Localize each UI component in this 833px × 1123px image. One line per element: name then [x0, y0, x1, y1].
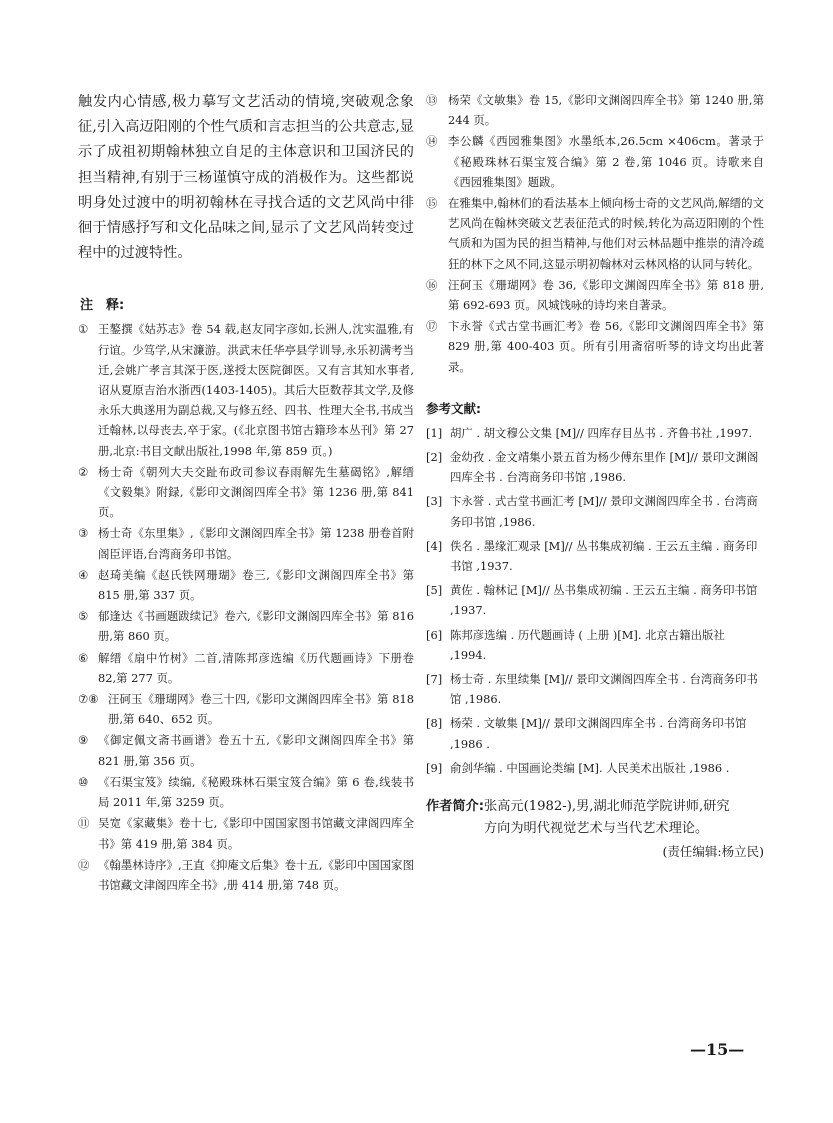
note-item — [78, 648, 414, 688]
note-text: 李公麟《西园雅集图》水墨纸本,26.5cm ×406cm。著录于《秘殿珠林石渠宝笈合编》第 2 卷,第 1046 页。诗歌来自《西园雅集图》题跋。 — [448, 134, 764, 189]
left-column — [78, 90, 414, 896]
reference-item — [426, 580, 764, 620]
reference-text: 卞永誉 . 式古堂书画汇考 [M]// 景印文渊阁四库全书 . 台湾商务印书馆 ,1986. — [450, 494, 758, 529]
note-text: 《翰墨林诗序》,王直《抑庵文后集》卷十五,《影印中国国家图书馆藏文津阁四库全书》,册 414 册,第 748 页。 — [98, 857, 414, 892]
note-item — [78, 855, 414, 895]
note-mark: ⑤ — [78, 609, 89, 624]
note-mark: ⑮ — [426, 196, 438, 211]
notes-list-left — [78, 319, 414, 895]
note-item — [426, 193, 764, 274]
reference-item — [426, 423, 764, 443]
note-item — [78, 689, 414, 729]
note-item — [78, 772, 414, 812]
note-text: 在雅集中,翰林们的看法基本上倾向杨士奇的文艺风尚,解缙的文艺风尚在翰林突破文艺表征范式的时候,转化为高迈阳刚的个性气质和为国为民的担当精神,与他们对云林品题中推崇的清冷疏狂的林下之风不同,这显示明初翰林对云林风格的认同与转化。 — [448, 196, 764, 271]
responsible-editor: (责任编辑:杨立民) — [662, 844, 764, 860]
reference-text: 黄佐 . 翰林记 [M]// 丛书集成初编 . 王云五主编 . 商务印书馆 ,1937. — [450, 583, 758, 618]
reference-number: [8] — [426, 716, 443, 731]
reference-number: [1] — [426, 425, 443, 440]
reference-text: 佚名 . 墨缘汇观录 [M]// 丛书集成初编 . 王云五主编 . 商务印书馆 ,1937. — [450, 538, 758, 574]
note-mark: ⑨ — [78, 733, 89, 748]
body-paragraph: 触发内心情感,极力摹写文艺活动的情境,突破观念象征,引入高迈阳刚的个性气质和言志担当的公共意志,显示了成祖初期翰林独立自足的主体意识和卫国济民的担当精神,有别于三杨谨慎守成的消极作为。这些都说明身处过渡中的明初翰林在寻找合适的文艺风尚中徘徊于情感抒写和文化品味之间,显示了文艺风尚转变过程中的过渡特性。 — [78, 94, 414, 262]
notes-heading: 注 释: — [80, 298, 125, 314]
note-text: 杨荣《文敏集》卷 15,《影印文渊阁四库全书》第 1240 册,第 244 页。 — [448, 93, 764, 128]
note-text: 吴宽《家藏集》卷十七,《影印中国国家图书馆藏文津阁四库全书》第 419 册,第 384 页。 — [98, 816, 414, 851]
note-mark: ⑩ — [78, 774, 89, 789]
reference-number: [4] — [426, 538, 443, 553]
reference-text: 杨士奇 . 东里续集 [M]// 景印文渊阁四库全书 . 台湾商务印书馆 ,1986. — [450, 672, 758, 707]
page-number: —15— — [690, 1040, 745, 1059]
references-heading: 参考文献: — [426, 400, 481, 416]
reference-text: 胡广 . 胡文穆公文集 [M]// 四库存目丛书 . 齐鲁书社 ,1997. — [450, 425, 753, 440]
note-mark: ⑫ — [78, 857, 90, 872]
note-item — [426, 316, 764, 377]
author-bio — [426, 796, 764, 840]
note-text: 解缙《扇中竹树》二首,清陈邦彦选编《历代题画诗》下册卷 82,第 277 页。 — [98, 650, 414, 685]
author-bio-line1: 张高元(1982-),男,湖北师范学院讲师,研究 — [484, 799, 730, 815]
reference-item — [426, 758, 764, 778]
reference-number: [2] — [426, 450, 443, 465]
note-text: 杨士奇《朝列大夫交趾布政司参议春雨解先生墓碣铭》,解缙《文毅集》附録,《影印文渊阁四库全书》第 1236 册,第 841 页。 — [98, 464, 414, 520]
note-mark: ⑯ — [426, 277, 438, 292]
author-bio-label: 作者简介: — [426, 799, 485, 815]
note-mark: ⑭ — [426, 134, 438, 149]
reference-text: 陈邦彦选编 . 历代题画诗 ( 上册 )[M]. 北京古籍出版社 ,1994. — [450, 627, 725, 662]
note-mark: ⑦⑧ — [78, 692, 99, 707]
note-item — [78, 319, 414, 460]
note-item — [78, 462, 414, 523]
note-mark: ① — [78, 322, 89, 337]
note-mark: ⑰ — [426, 319, 438, 334]
reference-number: [9] — [426, 760, 443, 775]
note-item — [78, 813, 414, 853]
note-text: 郁逢达《书画题跋续记》卷六,《影印文渊阁四库全书》第 816 册,第 860 页。 — [98, 609, 414, 644]
note-mark: ⑬ — [426, 93, 438, 107]
note-text: 杨士奇《东里集》,《影印文渊阁四库全书》第 1238 册卷首附阁臣评语,台湾商务印书馆。 — [98, 526, 414, 561]
reference-number: [7] — [426, 672, 443, 687]
reference-item — [426, 625, 764, 665]
reference-text: 金幼孜 . 金文靖集小景五首为杨少傅东里作 [M]// 景印文渊阁四库全书 . 台湾商务印书馆 ,1986. — [450, 450, 759, 485]
note-mark: ⑪ — [78, 816, 90, 831]
note-text: 王鏊撰《姑苏志》卷 54 载,赵友同字彦如,长洲人,沈实温雅,有行谊。少笃学,从宋濂游。洪武末任华亭县学训导,永乐初满考当迁,会姚广孝言其深于医,遂授太医院御医。又有言其知水事者,诏从夏原吉治水浙西(1403-1405)。其后大臣数荐其文学,及修永乐大典遂用为副总裁,又与修五经、四书、性理大全书,书成当迁翰林,以母丧去,卒于家。(《北京图书馆古籍珍本丛刊》第 27 册,北京:书目文献出版社,1998 年,第 859 页。) — [98, 322, 414, 458]
note-item — [78, 606, 414, 646]
note-mark: ④ — [78, 567, 89, 582]
note-item — [426, 131, 764, 192]
note-text: 赵琦美编《赵氏铁网珊瑚》卷三,《影印文渊阁四库全书》第 815 册,第 337 页。 — [98, 567, 414, 603]
note-item — [78, 523, 414, 563]
note-item — [78, 730, 414, 770]
note-text: 《石渠宝笈》续编,《秘殿珠林石渠宝笈合编》第 6 卷,线装书局 2011 年,第 3259 页。 — [98, 774, 414, 810]
note-mark: ⑥ — [78, 650, 89, 665]
note-item — [426, 90, 764, 130]
reference-item — [426, 669, 764, 709]
right-column — [426, 90, 764, 860]
reference-text: 俞剑华编 . 中国画论类编 [M]. 人民美术出版社 ,1986 . — [450, 760, 730, 775]
reference-item — [426, 536, 764, 576]
note-text: 《御定佩文斋书画谱》卷五十五,《影印文渊阁四库全书》第 821 册,第 356 页。 — [98, 733, 414, 768]
notes-list-right — [426, 90, 764, 377]
reference-item — [426, 491, 764, 531]
note-text: 汪砢玉《珊瑚网》卷 36,《影印文渊阁四库全书》第 818 册,第 692-693 页。风城饯咏的诗均来自著录。 — [448, 277, 764, 313]
note-text: 汪砢玉《珊瑚网》卷三十四,《影印文渊阁四库全书》第 818 册,第 640、652 页。 — [108, 692, 414, 727]
author-bio-line2: 方向为明代视觉艺术与当代艺术理论。 — [484, 821, 709, 837]
reference-number: [5] — [426, 583, 443, 598]
note-mark: ② — [78, 464, 89, 479]
reference-number: [3] — [426, 494, 443, 509]
note-item — [426, 275, 764, 315]
reference-text: 杨荣 . 文敏集 [M]// 景印文渊阁四库全书 . 台湾商务印书馆 ,1986 . — [450, 716, 747, 751]
reference-number: [6] — [426, 627, 443, 642]
reference-item — [426, 447, 764, 487]
note-mark: ③ — [78, 526, 89, 541]
reference-item — [426, 713, 764, 753]
note-text: 卞永誉《式古堂书画汇考》卷 56,《影印文渊阁四库全书》第 829 册,第 400-403 页。所有引用斋宿听琴的诗文均出此著录。 — [448, 319, 764, 374]
note-item — [78, 565, 414, 605]
references-list — [426, 423, 764, 778]
